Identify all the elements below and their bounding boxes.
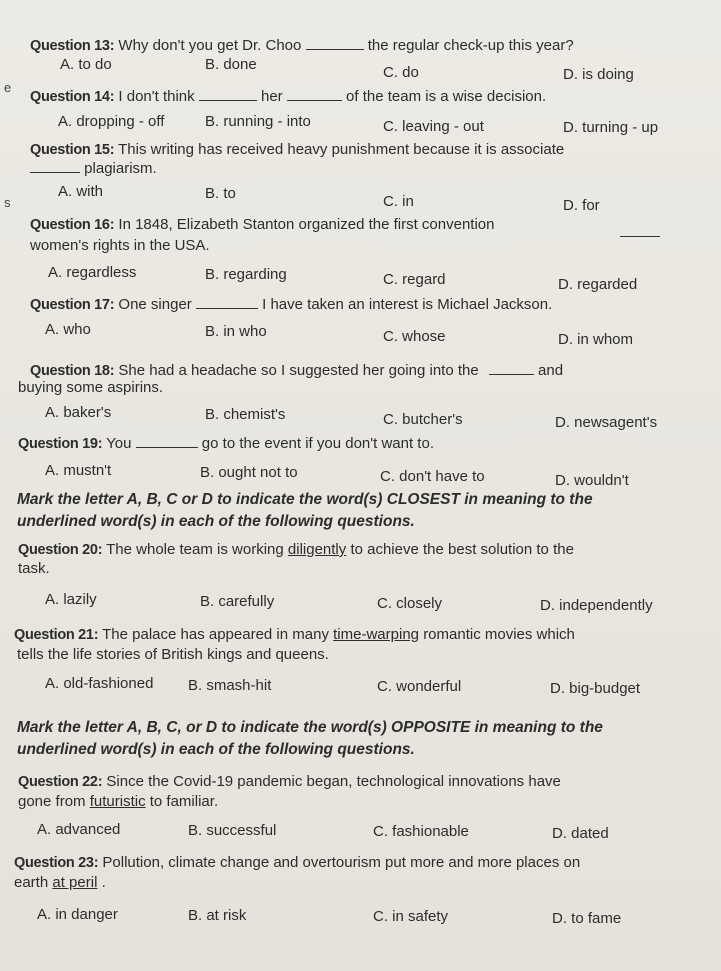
question-22-stem [18, 772, 681, 792]
question-18-text-part1: She had a headache so I suggested her going into the [118, 362, 479, 379]
question-18-text-part3: buying some aspirins. [18, 379, 164, 396]
question-20-stem [18, 540, 681, 560]
question-20-text-part3: task. [18, 560, 50, 577]
question-13-text-part2: the regular check-up this year? [367, 37, 574, 54]
question-21-option-a[interactable]: A. old-fashioned [45, 675, 154, 692]
question-17-text-part1: One singer [118, 296, 192, 313]
question-22-option-a[interactable]: A. advanced [37, 821, 121, 838]
question-23-option-b[interactable]: B. at risk [188, 907, 247, 924]
question-15-stem [30, 140, 703, 160]
question-15-label: Question 15: [30, 142, 115, 158]
question-22-text-part1: Since the Covid-19 pandemic began, technological innovations have [106, 773, 561, 790]
question-19-label: Question 19: [18, 436, 103, 452]
question-21-option-c[interactable]: C. wonderful [377, 678, 462, 695]
question-23-option-c[interactable]: C. in safety [373, 908, 449, 925]
question-19-option-a[interactable]: A. mustn't [45, 462, 112, 479]
question-20-text-part1: The whole team is working [106, 541, 284, 558]
question-17-option-c[interactable]: C. whose [383, 328, 446, 345]
margin-mark-e: e [4, 80, 12, 95]
question-13-label: Question 13: [30, 38, 115, 54]
question-16-blank [620, 222, 660, 237]
question-17-stem [30, 294, 697, 315]
question-21-label: Question 21: [14, 627, 99, 643]
question-23-stem-line2 [14, 873, 697, 893]
question-21-text-part1: The palace has appeared in many [102, 626, 329, 643]
question-23-text-part2: earth [14, 874, 49, 891]
question-13-option-a[interactable]: A. to do [60, 56, 112, 73]
section-instruction-closest [17, 489, 691, 533]
question-23-text-part1: Pollution, climate change and overtourism put more and more places on [102, 854, 581, 871]
question-17-blank [196, 294, 258, 309]
question-13-blank [306, 35, 364, 50]
question-15-option-a[interactable]: A. with [58, 183, 104, 200]
question-20-text-part2: to achieve the best solution to the [350, 541, 574, 558]
margin-mark-s: s [4, 195, 11, 210]
question-16-option-d[interactable]: D. regarded [558, 276, 638, 293]
question-14-option-b[interactable]: B. running - into [205, 113, 311, 130]
question-18-option-c[interactable]: C. butcher's [383, 411, 463, 428]
question-20-stem-line2 [18, 559, 697, 579]
question-23-text-part3: . [101, 874, 106, 891]
question-22-option-c[interactable]: C. fashionable [373, 823, 469, 840]
question-21-option-b[interactable]: B. smash-hit [188, 677, 272, 694]
section-instruction-opposite-line1: Mark the letter A, B, C, or D to indicate the word(s) OPPOSITE in meaning to the [17, 719, 603, 736]
question-15-text-part2: plagiarism. [84, 160, 157, 177]
section-instruction-closest-line2: underlined word(s) in each of the following questions. [17, 513, 415, 530]
question-21-text-part2: romantic movies which [423, 626, 575, 643]
question-16-option-c[interactable]: C. regard [383, 271, 446, 288]
question-18-label: Question 18: [30, 363, 115, 379]
question-19-option-d[interactable]: D. wouldn't [555, 472, 629, 489]
question-22-text-part3: to familiar. [149, 793, 219, 810]
question-21-text-part3: tells the life stories of British kings and queens. [17, 646, 329, 663]
question-21-underlined: time-warping [333, 626, 420, 643]
question-18-stem-line2 [18, 378, 697, 398]
question-14-blank-2 [287, 86, 342, 101]
question-19-text-part1: You [106, 435, 132, 452]
question-16-text-part1: In 1848, Elizabeth Stanton organized the first convention [118, 216, 495, 233]
question-14-blank-1 [199, 86, 257, 101]
question-13-option-c[interactable]: C. do [383, 64, 419, 81]
question-21-stem [14, 625, 681, 645]
question-13-option-b[interactable]: B. done [205, 56, 257, 73]
question-23-option-d[interactable]: D. to fame [552, 910, 622, 927]
question-20-option-d[interactable]: D. independently [540, 597, 653, 614]
question-17-option-a[interactable]: A. who [45, 321, 91, 338]
question-16-option-a[interactable]: A. regardless [48, 264, 137, 281]
question-20-underlined: diligently [287, 541, 347, 558]
question-16-option-b[interactable]: B. regarding [205, 266, 287, 283]
question-13-text-part1: Why don't you get Dr. Choo [118, 37, 302, 54]
question-13-option-d[interactable]: D. is doing [563, 66, 634, 83]
question-15-option-c[interactable]: C. in [383, 193, 414, 210]
section-instruction-closest-line1: Mark the letter A, B, C or D to indicate the word(s) CLOSEST in meaning to the [17, 491, 593, 508]
question-17-option-d[interactable]: D. in whom [558, 331, 634, 348]
question-22-underlined: futuristic [89, 793, 146, 810]
question-18-text-part2: and [538, 362, 564, 379]
question-13-stem [30, 35, 697, 56]
question-23-stem [14, 853, 681, 873]
question-14-option-c[interactable]: C. leaving - out [383, 118, 484, 135]
question-14-label: Question 14: [30, 89, 115, 105]
question-22-text-part2: gone from [18, 793, 86, 810]
question-14-option-a[interactable]: A. dropping - off [58, 113, 165, 130]
question-15-text-part1: This writing has received heavy punishment because it is associate [118, 141, 565, 158]
question-16-stem-line2 [30, 236, 697, 256]
question-14-text-part2: her [261, 88, 283, 105]
question-23-option-a[interactable]: A. in danger [37, 906, 118, 923]
question-19-option-c[interactable]: C. don't have to [380, 468, 485, 485]
question-19-option-b[interactable]: B. ought not to [200, 464, 298, 481]
question-18-option-b[interactable]: B. chemist's [205, 406, 286, 423]
question-20-option-c[interactable]: C. closely [377, 595, 443, 612]
question-20-option-b[interactable]: B. carefully [200, 593, 275, 610]
question-15-stem-line2 [30, 158, 697, 179]
question-17-text-part2: I have taken an interest is Michael Jackson. [262, 296, 553, 313]
question-22-stem-line2 [18, 792, 697, 812]
question-14-text-part1: I don't think [118, 88, 195, 105]
question-14-stem [30, 86, 697, 107]
question-19-text-part2: go to the event if you don't want to. [201, 435, 434, 452]
question-14-option-d[interactable]: D. turning - up [563, 119, 659, 136]
question-18-blank [489, 360, 534, 375]
question-18-option-d[interactable]: D. newsagent's [555, 414, 658, 431]
question-19-blank [136, 433, 198, 448]
question-16-stem [30, 215, 681, 235]
question-21-stem-line2 [17, 645, 697, 665]
question-23-label: Question 23: [14, 855, 99, 871]
question-16-label: Question 16: [30, 217, 115, 233]
question-21-option-d[interactable]: D. big-budget [550, 680, 641, 697]
question-18-option-a[interactable]: A. baker's [45, 404, 112, 421]
question-23-underlined: at peril [52, 874, 98, 891]
section-instruction-opposite [17, 717, 691, 761]
question-22-label: Question 22: [18, 774, 103, 790]
question-22-option-d[interactable]: D. dated [552, 825, 609, 842]
question-17-option-b[interactable]: B. in who [205, 323, 267, 340]
question-16-text-part2: women's rights in the USA. [30, 237, 210, 254]
question-17-label: Question 17: [30, 297, 115, 313]
question-15-option-d[interactable]: D. for [563, 197, 600, 214]
question-15-option-b[interactable]: B. to [205, 185, 236, 202]
question-15-blank [30, 158, 80, 173]
question-20-label: Question 20: [18, 542, 103, 558]
section-instruction-opposite-line2: underlined word(s) in each of the following questions. [17, 741, 415, 758]
question-14-text-part3: of the team is a wise decision. [346, 88, 547, 105]
question-22-option-b[interactable]: B. successful [188, 822, 277, 839]
question-19-stem [18, 433, 697, 454]
question-20-option-a[interactable]: A. lazily [45, 591, 97, 608]
